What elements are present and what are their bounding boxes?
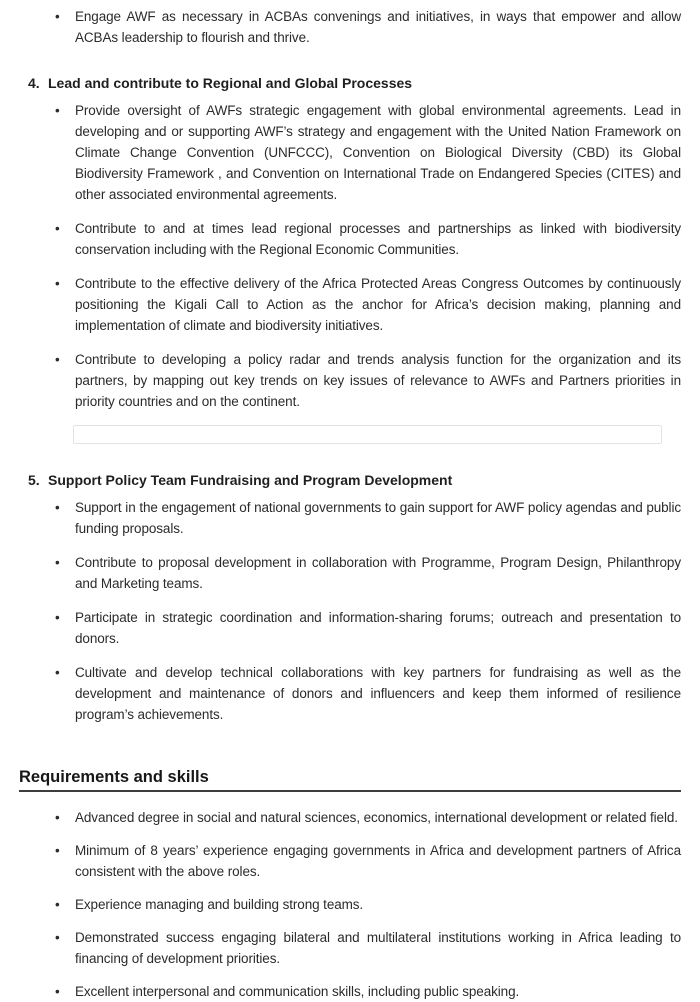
list-item (55, 840, 681, 882)
section-4-bullets (19, 100, 681, 412)
list-item (55, 552, 681, 594)
list-item (55, 497, 681, 539)
bullet-text: Cultivate and develop technical collaborations with key partners for fundraising as well as the development and maintenance of donors and influencers and keep them informed of resilience program’s achievements. (75, 665, 681, 722)
section-5 (19, 470, 681, 725)
bullet-marker: • (55, 221, 60, 236)
bullet-text: Engage AWF as necessary in ACBAs convenings and initiatives, in ways that empower and allow ACBAs leadership to flourish and thrive. (75, 9, 681, 45)
bullet-text: Advanced degree in social and natural sciences, economics, international development or related field. (75, 810, 678, 825)
list-item (55, 273, 681, 336)
bullet-text: Contribute to and at times lead regional processes and partnerships as linked with biodiversity conservation including with the Regional Economic Communities. (75, 221, 681, 257)
bullet-marker: • (55, 555, 60, 570)
bullet-marker: • (55, 352, 60, 367)
bullet-text: Minimum of 8 years’ experience engaging governments in Africa and development partners of Africa consistent with the above roles. (75, 843, 681, 879)
list-item (55, 6, 681, 48)
list-item (55, 100, 681, 205)
section-heading (28, 73, 681, 93)
list-item (55, 349, 681, 412)
list-item (55, 981, 681, 1002)
bullet-marker: • (55, 984, 60, 999)
list-item (55, 662, 681, 725)
section-title: Lead and contribute to Regional and Global Processes (48, 75, 413, 91)
list-item (55, 807, 681, 828)
bullet-marker: • (55, 930, 60, 945)
requirements-bullets (19, 807, 681, 1002)
list-item (55, 607, 681, 649)
empty-note-box (73, 425, 662, 444)
bullet-marker: • (55, 843, 60, 858)
bullet-text: Contribute to proposal development in collaboration with Programme, Program Design, Philanthropy and Marketing teams. (75, 555, 681, 591)
bullet-text: Contribute to the effective delivery of the Africa Protected Areas Congress Outcomes by continuously positioning the Kigali Call to Action as the anchor for Africa’s decision making, planning and implementation of climate and biodiversity initiatives. (75, 276, 681, 333)
section-title: Support Policy Team Fundraising and Program Development (48, 472, 453, 488)
bullet-marker: • (55, 103, 60, 118)
bullet-marker: • (55, 810, 60, 825)
bullet-text: Excellent interpersonal and communication skills, including public speaking. (75, 984, 520, 999)
bullet-marker: • (55, 276, 60, 291)
intro-bullet-list (19, 6, 681, 48)
bullet-text: Contribute to developing a policy radar and trends analysis function for the organization and its partners, by mapping out key trends on key issues of relevance to AWFs and Partners priorities in priority countries and on the continent. (75, 352, 681, 409)
heading-rule (19, 790, 681, 792)
list-item (55, 927, 681, 969)
bullet-marker: • (55, 610, 60, 625)
section-5-bullets (19, 497, 681, 725)
bullet-marker: • (55, 500, 60, 515)
section-number: 4. (28, 75, 40, 91)
bullet-marker: • (55, 897, 60, 912)
bullet-text: Support in the engagement of national governments to gain support for AWF policy agendas and public funding proposals. (75, 500, 681, 536)
bullet-text: Demonstrated success engaging bilateral and multilateral institutions working in Africa leading to financing of development priorities. (75, 930, 681, 966)
bullet-text: Provide oversight of AWFs strategic engagement with global environmental agreements. Lead in developing and or supporting AWF’s strategy and engagement with the United Nation Framework on Climate Change Convention (UNFCCC), Convention on Biological Diversity (CBD) its Global Biodiversity Framework , and Convention on International Trade on Endangered Species (CITES) and other associated environmental agreements. (75, 103, 681, 202)
section-number: 5. (28, 472, 40, 488)
bullet-marker: • (55, 9, 60, 24)
bullet-text: Participate in strategic coordination and information-sharing forums; outreach and presentation to donors. (75, 610, 681, 646)
bullet-marker: • (55, 665, 60, 680)
requirements-section (19, 767, 681, 1002)
section-heading (28, 470, 681, 490)
bullet-text: Experience managing and building strong teams. (75, 897, 364, 912)
list-item (55, 894, 681, 915)
requirements-heading: Requirements and skills (19, 768, 209, 786)
list-item (55, 218, 681, 260)
section-4 (19, 73, 681, 444)
